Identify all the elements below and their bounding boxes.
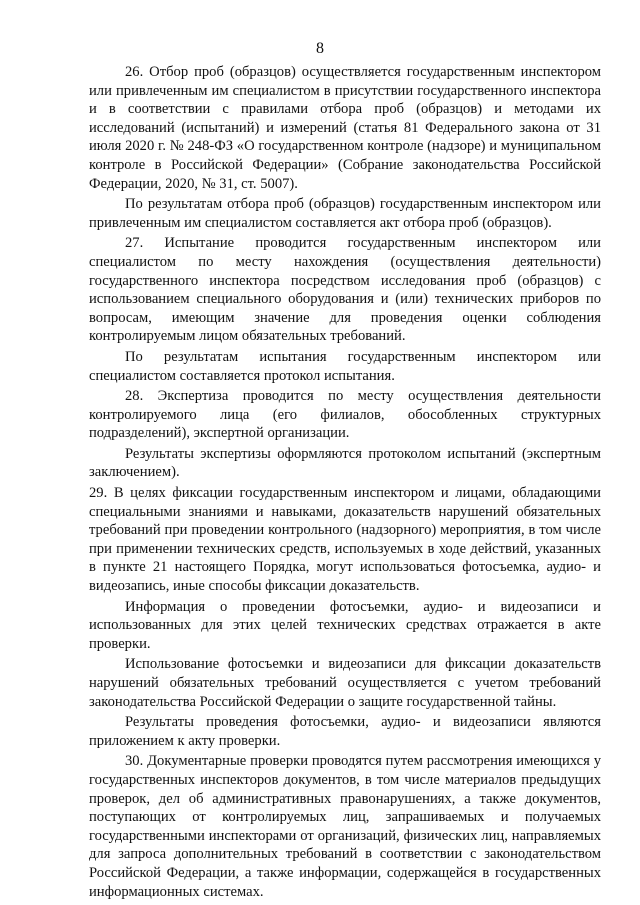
document-body: [89, 63, 601, 901]
paragraph-expertise-results: Результаты экспертизы оформляются протоколом испытаний (экспертным заключением).: [89, 445, 601, 481]
paragraph-testing-protocol: По результатам испытания государственным инспектором или специалистом составляется протокол испытания.: [89, 348, 601, 384]
paragraph-state-secret: Использование фотосъемки и видеозаписи для фиксации доказательств нарушений обязательных требований осуществляется с учетом требований законодательства Российской Федерации о защите государственной тайны.: [89, 656, 601, 710]
paragraph-29-evidence: 29. В целях фиксации государственным инспектором и лицами, обладающими специальными знаниями и навыками, доказательств нарушений обязательных требований при проведении контрольного (надзорного) мероприятия, в том числе при применении технических средств, используемых в ходе действий, указанных в пункте 21 настоящего Порядка, могут использоваться фотосъемка, аудио- и видеозапись, иные способы фиксации доказательств.: [89, 485, 601, 595]
paragraph-27-testing: 27. Испытание проводится государственным инспектором или специалистом по месту нахождения (осуществления деятельности) государственного инспектора посредством исследования проб (образцов) с использованием специального оборудования и (или) технических приборов по вопросам, имеющим значение для проведения оценки соблюдения контролируемым лицом обязательных требований.: [89, 235, 601, 345]
paragraph-recording-results: Результаты проведения фотосъемки, аудио- и видеозаписи являются приложением к акту проверки.: [89, 714, 601, 749]
paragraph-sampling-act: По результатам отбора проб (образцов) государственным инспектором или привлеченным им специалистом составляется акт отбора проб (образцов).: [89, 196, 601, 231]
paragraph-26-sampling: 26. Отбор проб (образцов) осуществляется государственным инспектором или привлеченным им специалистом в присутствии государственного инспектора и в соответствии с правилами отбора проб (образцов) и методами их исследований (испытаний) и измерений (статья 81 Федерального закона от 31 июля 2020 г. № 248-ФЗ «О государственном контроле (надзоре) и муниципальном контроле в Российской Федерации» (Собрание законодательства Российской Федерации, 2020, № 31, ст. 5007).: [89, 64, 601, 192]
paragraph-recording-info: Информация о проведении фотосъемки, аудио- и видеозаписи и использованных для этих целей технических средствах отражается в акте проверки.: [89, 598, 601, 652]
paragraph-30-documentary-checks: 30. Документарные проверки проводятся путем рассмотрения имеющихся у государственных инспекторов документов, в том числе материалов предыдущих проверок, дел об административных правонарушениях, а также документов, поступающих от контролируемых лиц, запрашиваемых и получаемых государственными инспекторами от организаций, физических лиц, направляемых для запроса дополнительных требований в соответствии с законодательством Российской Федерации, а также информации, содержащейся в государственных информационных системах.: [89, 753, 601, 900]
page-number: 8: [316, 40, 324, 57]
paragraph-28-expertise: 28. Экспертиза проводится по месту осуществления деятельности контролируемого лица (его филиалов, обособленных структурных подразделений), экспертной организации.: [89, 388, 601, 442]
